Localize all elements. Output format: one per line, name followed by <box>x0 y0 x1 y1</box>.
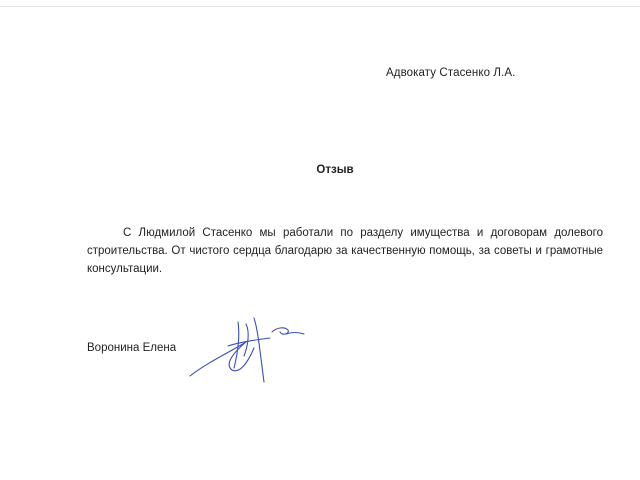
signer-name: Воронина Елена <box>87 342 177 354</box>
signature-stroke <box>272 328 288 334</box>
signature-stroke <box>228 338 270 346</box>
signature-stroke <box>190 342 254 376</box>
signature-stroke <box>244 324 248 356</box>
handwritten-signature <box>188 312 313 384</box>
signature-stroke <box>286 333 304 335</box>
addressee-line: Адвокату Стасенко Л.А. <box>386 67 516 79</box>
testimonial-body: С Людмилой Стасенко мы работали по разделу имущества и договорам долевого строительства. От чистого сердца благодарю за качественную помощь, за советы и грамотные консультации. <box>87 227 603 275</box>
page-edge-line <box>0 6 640 7</box>
signature-stroke <box>234 322 239 368</box>
document-title: Отзыв <box>316 164 354 176</box>
signature-stroke <box>254 318 264 382</box>
